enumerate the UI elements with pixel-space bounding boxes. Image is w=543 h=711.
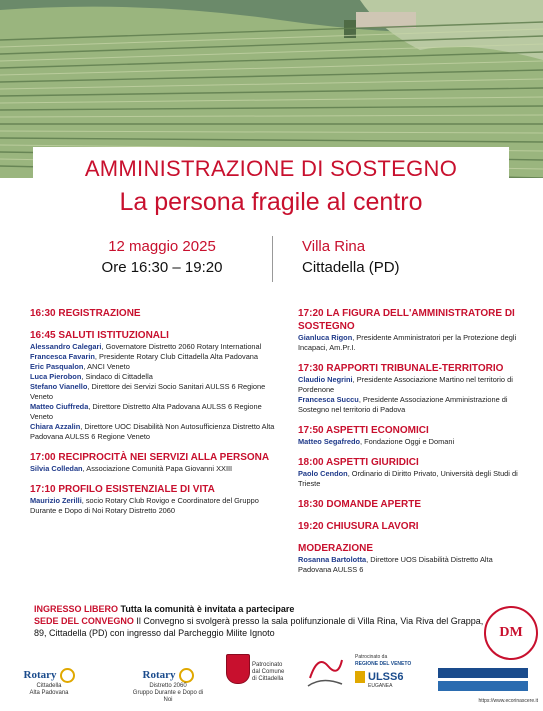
event-city: Cittadella (PD) xyxy=(302,259,400,276)
free-entry-label: INGRESSO LIBERO xyxy=(34,604,119,614)
venue-block xyxy=(302,236,502,279)
event-title: AMMINISTRAZIONE DI SOSTEGNO xyxy=(84,156,458,181)
speaker-role: , Presidente Associazione Amministrazione di Sostegno nel territorio di Padova xyxy=(298,395,508,414)
rotary-cittadella-sub2: Alta Padovana xyxy=(29,690,69,696)
program-section xyxy=(30,329,280,442)
community-logo-bottom xyxy=(438,681,528,691)
speaker-name: Francesca Favarin xyxy=(30,352,95,361)
veneto-label: Patrocinato da xyxy=(355,654,388,660)
patron-line-2: dal Comune xyxy=(252,669,285,675)
section-heading: 18:30 DOMANDE APERTE xyxy=(298,499,421,510)
speaker-line xyxy=(298,375,524,395)
logos-row xyxy=(0,640,543,711)
program-section xyxy=(298,456,524,489)
event-venue: Villa Rina xyxy=(302,238,366,255)
free-entry-line xyxy=(34,603,484,615)
speaker-role: , Associazione Comunità Papa Giovanni XXIII xyxy=(82,464,233,473)
speaker-line xyxy=(298,333,524,353)
speaker-name: Stefano Vianello xyxy=(30,382,88,391)
footer-info xyxy=(34,603,484,639)
speaker-role: , Governatore Distretto 2060 Rotary International xyxy=(101,342,262,351)
venue-text: Il Convegno si svolgerà presso la sala polifunzionale di Villa Rina, Via Riva del Grappa, 89, Cittadella (PD) con ingresso dal Parcheggio Milite Ignoto xyxy=(34,616,484,638)
speaker-name: Claudio Negrini xyxy=(298,375,353,384)
speaker-role: , ANCI Veneto xyxy=(83,362,130,371)
speaker-line xyxy=(30,402,280,422)
city-crest-icon xyxy=(226,654,250,684)
speaker-name: Luca Pierobon xyxy=(30,372,82,381)
speaker-name: Eric Pasqualon xyxy=(30,362,84,371)
speaker-line xyxy=(30,372,280,382)
website-url: https://www.ecorinascere.it xyxy=(478,698,538,704)
event-date: 12 maggio 2025 xyxy=(108,238,216,255)
ulss-sub: EUGANEA xyxy=(368,683,393,689)
program-section xyxy=(30,483,280,516)
speaker-line xyxy=(298,395,524,415)
program-section xyxy=(30,451,280,474)
venue-line xyxy=(34,615,484,639)
speaker-name: Francesca Succu xyxy=(298,395,359,404)
section-heading: 17:30 RAPPORTI TRIBUNALE-TERRITORIO xyxy=(298,363,504,374)
rotary-district-logo xyxy=(128,668,208,704)
rotary-cittadella-logo xyxy=(14,668,84,697)
speaker-role: , Sindaco di Cittadella xyxy=(81,372,153,381)
regione-veneto-logo xyxy=(355,654,415,690)
veneto-region: REGIONE DEL VENETO xyxy=(355,661,412,667)
section-heading: 19:20 CHIUSURA LAVORI xyxy=(298,521,419,532)
section-heading: 17:00 RECIPROCITÀ NEI SERVIZI ALLA PERSONA xyxy=(30,452,270,463)
speaker-line xyxy=(30,382,280,402)
divider xyxy=(272,236,273,282)
speaker-line xyxy=(298,555,524,575)
speaker-name: Alessandro Calegari xyxy=(30,342,102,351)
program-section xyxy=(298,307,524,353)
patron-line-3: di Cittadella xyxy=(252,676,284,682)
speaker-role: , Presidente Associazione Martino nel territorio di Pordenone xyxy=(298,375,513,394)
speaker-name: Silvia Colledan xyxy=(30,464,83,473)
speaker-role: , Ordinario di Diritto Privato, Università degli Studi di Trieste xyxy=(298,469,518,488)
section-heading: MODERAZIONE xyxy=(298,543,373,554)
speaker-line xyxy=(30,352,280,362)
section-heading: 18:00 ASPETTI GIURIDICI xyxy=(298,457,419,468)
program-right-column xyxy=(298,307,524,584)
speaker-line xyxy=(30,496,280,516)
speaker-line xyxy=(30,342,280,352)
program-section xyxy=(30,307,280,320)
program-section xyxy=(298,542,524,575)
speaker-name: Matteo Segafredo xyxy=(298,437,361,446)
rotary-district-name: Rotary xyxy=(142,669,176,681)
rotary-district-sub1: Distretto 2060 xyxy=(149,683,187,689)
title-box xyxy=(33,147,509,227)
rotary-wheel-icon xyxy=(179,668,194,683)
venue-label: SEDE DEL CONVEGNO xyxy=(34,616,134,626)
section-heading: 17:50 ASPETTI ECONOMICI xyxy=(298,425,429,436)
speaker-role: , Presidente Rotary Club Cittadella Alta Padovana xyxy=(94,352,259,361)
speaker-role: , Direttore Distretto Alta Padovana AULSS 6 Regione Veneto xyxy=(30,402,262,421)
program-left-column xyxy=(30,307,280,525)
speaker-role: , Presidente Amministratori per la Protezione degli Incapaci, Am.Pr.I. xyxy=(298,333,517,352)
rotary-wheel-icon xyxy=(60,668,75,683)
community-logo-top xyxy=(438,668,528,678)
program-section xyxy=(298,362,524,415)
speaker-line xyxy=(30,362,280,372)
event-time: Ore 16:30 – 19:20 xyxy=(101,259,223,276)
program-section xyxy=(298,424,524,447)
speaker-role: , socio Rotary Club Rovigo e Coordinatore del Gruppo Durante e Dopo di Noi Rotary Distretto 2060 xyxy=(30,496,259,515)
speaker-line xyxy=(30,464,280,474)
event-subtitle: La persona fragile al centro xyxy=(119,188,423,216)
speaker-name: Chiara Azzalin xyxy=(30,422,81,431)
date-time-block xyxy=(60,236,264,279)
rotary-cittadella-name: Rotary xyxy=(23,669,57,681)
speaker-name: Paolo Cendon xyxy=(298,469,348,478)
speaker-line xyxy=(298,469,524,489)
section-heading: 17:10 PROFILO ESISTENZIALE DI VITA xyxy=(30,484,215,495)
free-entry-text: Tutta la comunità è invitata a partecipare xyxy=(118,604,295,614)
rotary-district-sub2: Gruppo Durante e Dopo di Noi xyxy=(132,690,204,703)
section-heading: 17:20 LA FIGURA DELL'AMMINISTRATORE DI SOSTEGNO xyxy=(298,308,515,332)
speaker-name: Matteo Ciuffreda xyxy=(30,402,89,411)
section-heading: 16:30 REGISTRAZIONE xyxy=(30,308,141,319)
patron-city-logo xyxy=(252,662,300,683)
speaker-name: Rosanna Bartolotta xyxy=(298,555,367,564)
program-section xyxy=(298,498,524,511)
program-section xyxy=(298,520,524,533)
speaker-name: Maurizio Zerilli xyxy=(30,496,82,505)
anniversary-emblem xyxy=(302,648,348,694)
patron-line-1: Patrocinato xyxy=(252,662,283,668)
speaker-role: , Direttore UOS Disabilità Distretto Alta Padovana AULSS 6 xyxy=(298,555,493,574)
community-logos xyxy=(438,668,528,692)
veneto-lion-icon xyxy=(355,671,365,683)
section-heading: 16:45 SALUTI ISTITUZIONALI xyxy=(30,330,169,341)
speaker-role: , Fondazione Oggi e Domani xyxy=(360,437,455,446)
speaker-name: Gianluca Rigon xyxy=(298,333,353,342)
speaker-line xyxy=(30,422,280,442)
speaker-line xyxy=(298,437,524,447)
speaker-role: , Direttore UOC Disabilità Non Autosufficienza Distretto Alta Padovana AULSS 6 Regione Veneto xyxy=(30,422,275,441)
speaker-role: , Direttore dei Servizi Socio Sanitari AULSS 6 Regione Veneto xyxy=(30,382,266,401)
rotary-cittadella-sub1: Cittadella xyxy=(36,683,62,689)
dm-badge-text: DM xyxy=(499,625,523,640)
ulss-name: ULSS6 xyxy=(368,670,404,683)
